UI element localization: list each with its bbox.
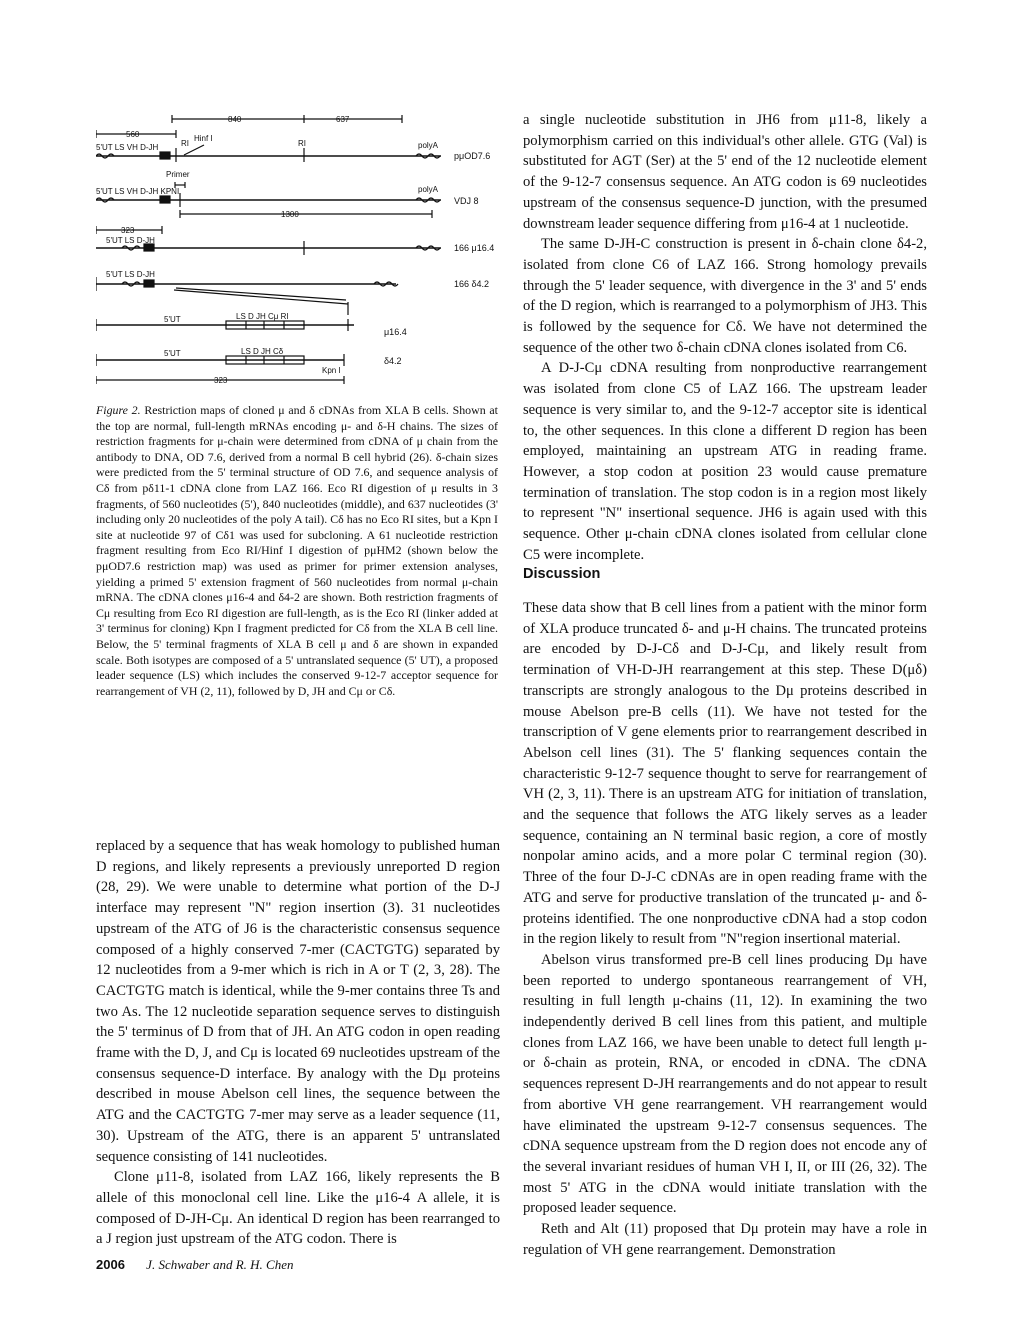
page-number: 2006 bbox=[96, 1257, 125, 1272]
expanded-mu-5ut: 5'UT bbox=[164, 315, 181, 324]
right-paragraph-1: a single nucleotide substitution in JH6 from μ11-8, likely a polymorphism carried on this individual's other allele. GTG (Val) is substituted for AGT (Ser) at the 5' end of the 12 nucleotide element of the 9-12-7 consensus sequence. An ATG codon is 69 nucleotides upstream of the consensus sequence-D junction, with the presumed downstream leader sequence differing from μ16-4 at 1 nucleotide. bbox=[523, 112, 927, 232]
left-paragraph-1: replaced by a sequence that has weak homology to published human D regions, and likely represents a previously unreported D region (28, 29). We were unable to determine what portion of the D-J interface may represent "N" region insertion (3). 31 nucleotides upstream of the ATG of J6 is the characteristic consensus sequence composed of a highly conserved 7-mer (CACTGTG) separated by 12 nucleotides from a 9-mer which is rich in A or T (2, 3, 28). The CACTGTG match is identical, while the 9-mer contains three Ts and two As. The 12 nucleotide separation sequence serves to distinguish the 5' terminus of D from that of JH. An ATG codon in open reading frame with the D, J, and Cμ is located 69 nucleotides upstream of the consensus sequence-D interface. By analogy with the Dμ proteins described in mouse Abelson cell lines, the sequence between the ATG and the CACTGTG 7-mer may serve as a leader sequence (11, 30). Upstream of the ATG, there is an apparent 5' untranslated sequence consisting of 141 nucleotides. bbox=[96, 838, 500, 1165]
discussion-heading: Discussion bbox=[523, 566, 601, 582]
discussion-paragraph-3: Reth and Alt (11) proposed that Dμ protein may have a role in regulation of VH gene rearrangement. Demonstration bbox=[523, 1221, 927, 1258]
left-paragraph-2: Clone μ11-8, isolated from LAZ 166, likely represents the B allele of this monoclonal cell line. Like the μ16-4 A allele, it is composed of D-JH-Cμ. An identical D region has been rearranged to a J region just upstream of the ATG codon. There is bbox=[96, 1169, 500, 1248]
label-637: 637 bbox=[336, 115, 350, 124]
discussion-paragraph-2: Abelson virus transformed pre-B cell lines producing Dμ have been reported to undergo spontaneous rearrangement of VH, resulting in full length μ-chains (11, 12). In examining the two independently derived B cell lines from this patient, and multiple clones from LAZ 166, we have been unable to detect full length μ- or δ-chain as protein, RNA, or encoded in cDNA. The cDNA sequences represent D-JH rearrangements and do not appear to result from abortive VH gene rearrangement. VH rearrangement would have eliminated the upstream 9-12-7 consensus sequences. The cDNA sequence upstream from the D region does not encode any of the several invariant residues of human VH I, II, or III (26, 32). The most 5' ATG in the cDNA would initiate translation with the proposed leader sequence. bbox=[523, 951, 928, 1217]
row1-name: pμOD7.6 bbox=[454, 151, 491, 161]
page-footer bbox=[96, 1257, 293, 1273]
row1-ri-2: RI bbox=[298, 139, 306, 148]
figure-caption-text: Restriction maps of cloned μ and δ cDNAs from XLA B cells. Shown at the top are normal, full-length mRNAs encoding μ- and δ-H chains. The sizes of restriction fragments for μ-chain were determined from cDNA of μ chain from the antibody to DNA, OD 7.6, derived from a normal B cell hybrid (26). δ-chain sizes were predicted from the 5' terminal structure of OD 7.6, and sequence analysis of Cδ from pδ11-1 cDNA clone from LAZ 166. Eco RI digestion of μ results in 3 fragments, of 560 nucleotides (5'), 840 nucleotides (middle), and 637 nucleotides (3' including only 20 nucleotides of the poly A tail). Cδ has no Eco RI sites, but a Kpn I site at nucleotide 97 of Cδ1 was used for subcloning. A 61 nucleotide restriction fragment resulting from Eco RI/Hinf I digestion of pμHM2 (shown below the pμOD7.6 restriction map) was used as primer for primer extension analyses, yielding a primed 5' extension fragment of 560 nucleotides from normal μ-chain mRNA. The cDNA clones μ16-4 and δ4-2 are shown. Both restriction fragments of Cμ resulting from Eco RI digestion are full-length, as is the Eco RI (linker added at 3' terminus for cloning) Kpn I fragment predicted for Cδ from the XLA B cell line. Below, the 5' terminal fragments of XLA B cell μ and δ are shown in expanded scale. Both isotypes are composed of a 5' untranslated sequence (5' UT), a proposed leader sequence (LS) which includes the conserved 9-12-7 acceptor sequence for rearrangement of VH (2, 11), followed by D, JH and Cμ or Cδ. bbox=[96, 403, 498, 698]
expanded-mu-genes: LS D JH Cμ RI bbox=[236, 312, 289, 321]
primer-label: Primer bbox=[166, 170, 190, 179]
left-column-body bbox=[96, 836, 500, 1250]
label-840: 840 bbox=[228, 115, 242, 124]
expanded-mu-name: μ16.4 bbox=[384, 327, 407, 337]
discussion-paragraph-1: These data show that B cell lines from a patient with the minor form of XLA produce truncated δ- and μ-H chains. The truncated proteins are encoded by D-J-Cδ and D-J-Cμ, and likely result from termination of VH-D-JH rearrangement at this step. These D(μδ) transcripts are strongly analogous to the Dμ proteins described in mouse Abelson pre-B cells (11). We have not tested for the transcription of V gene elements prior to rearrangement described in Abelson cell lines (31). The 5' flanking sequences contain the characteristic 9-12-7 sequence thought to serve for rearrangement of VH (2, 3, 11). There is an upstream ATG for initiation of translation, and the sequence that follows the ATG likely serves as a leader sequence, containing an N terminal basic region, a core of mostly nonpolar amino acids, and a more polar C terminal region (30). Three of the four D-J-C cDNAs are in open reading frame with the ATG and serve for productive translation of the truncated μ- and δ-proteins identified. The one nonproductive cDNA had a stop codon in the region likely to result from "N"region insertional material. bbox=[523, 600, 927, 948]
right-column-top bbox=[523, 110, 927, 565]
row1-labels: 5'UT LS VH D-JH bbox=[96, 143, 159, 152]
label-323-top: 323 bbox=[121, 226, 135, 235]
figure-caption-label: Figure 2. bbox=[96, 403, 141, 417]
right-paragraph-3: A D-J-Cμ cDNA resulting from nonproductive rearrangement was isolated from clone C5 of LAZ 166. The upstream leader sequence is very similar to, and the 9-12-7 acceptor site is identical to, the other sequences. In this clone a different D region has been employed, maintaining an upstream ATG in reading frame. However, a stop codon at position 23 would cause premature termination of translation. The stop codon is in a region most likely to represent "N" insertional sequence. JH6 is again used with this sequence. Other μ-chain cDNA clones isolated from cellular clone C5 were incomplete. bbox=[523, 360, 927, 563]
right-column-discussion bbox=[523, 598, 927, 1261]
row1-hinf: Hinf I bbox=[194, 134, 213, 143]
row3-labels: 5'UT LS D-JH bbox=[106, 236, 155, 245]
expanded-delta-genes: LS D JH Cδ bbox=[241, 347, 284, 356]
row4-labels: 5'UT LS D-JH bbox=[106, 270, 155, 279]
expanded-delta-kpn: Kpn I bbox=[322, 366, 341, 375]
label-323-bottom: 323 bbox=[214, 376, 228, 385]
row4-name: 166 δ4.2 bbox=[454, 279, 490, 289]
right-paragraph-2: The same D-JH-C construction is present in δ-chain clone δ4-2, isolated from clone C6 of LAZ 166. Strong homology prevails through the 5' leader sequence, with divergence in the 3' and 5' ends of the D region, which is rearranged to a polymorphism of JH3. This is followed by the sequence for Cδ. We have not determined the sequence of the other two δ-chain cDNA clones isolated from C6. bbox=[523, 236, 927, 356]
label-560: 560 bbox=[126, 130, 140, 139]
figure-caption bbox=[96, 403, 498, 699]
expanded-delta-5ut: 5'UT bbox=[164, 349, 181, 358]
row1-ri-1: RI bbox=[181, 139, 189, 148]
row1-polya: polyA bbox=[418, 141, 439, 150]
expanded-delta-name: δ4.2 bbox=[384, 356, 402, 366]
restriction-map-drawing bbox=[96, 110, 501, 400]
row2-labels: 5'UT LS VH D-JH KPNI bbox=[96, 187, 180, 196]
label-1300: 1300 bbox=[281, 210, 299, 219]
row2-name: VDJ 8 bbox=[454, 196, 479, 206]
row3-name: 166 μ16.4 bbox=[454, 243, 495, 253]
restriction-map-figure bbox=[96, 110, 501, 400]
running-authors: J. Schwaber and R. H. Chen bbox=[146, 1257, 294, 1272]
row2-polya: polyA bbox=[418, 185, 439, 194]
